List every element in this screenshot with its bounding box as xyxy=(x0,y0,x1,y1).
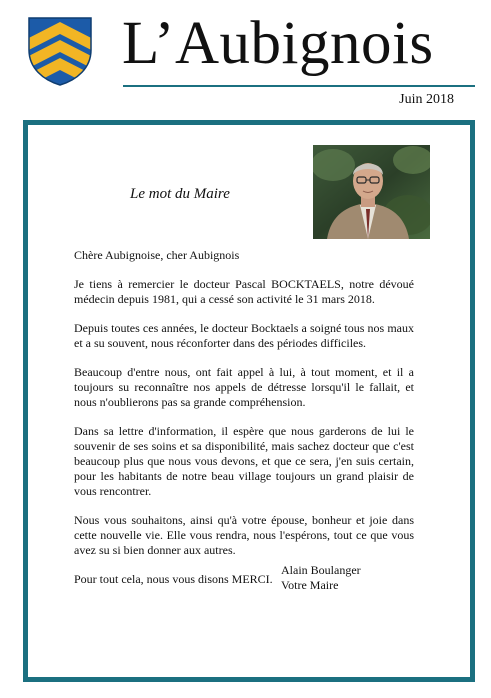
signature-block xyxy=(281,563,361,593)
article-paragraph: Nous vous souhaitons, ainsi qu'à votre épouse, bonheur et joie dans cette nouvelle vie. Elle vous rendra, nous l'espérons, tout ce que vous avez su si bien donner aux autres. xyxy=(74,513,414,557)
article-closing: Pour tout cela, nous vous disons MERCI. xyxy=(74,572,273,586)
title-underline xyxy=(123,85,475,87)
article-paragraph: Je tiens à remercier le docteur Pascal BOCKTAELS, notre dévoué médecin depuis 1981, qui a cessé son activité le 31 mars 2018. xyxy=(74,277,414,306)
signature-name: Alain Boulanger xyxy=(281,563,361,577)
coat-of-arms-icon xyxy=(27,16,93,86)
issue-date: Juin 2018 xyxy=(399,92,454,107)
mayor-portrait xyxy=(313,145,430,239)
article-paragraph: Beaucoup d'entre nous, ont fait appel à lui, à tout moment, et il a toujours su reconnaître nos appels de détresse lorsqu'il le fallait, et nous n'oublierons pas sa grande compréhension. xyxy=(74,365,414,409)
newsletter-title: L’Aubignois xyxy=(122,10,434,77)
article-body xyxy=(74,248,414,601)
signature-role: Votre Maire xyxy=(281,578,339,592)
article-heading: Le mot du Maire xyxy=(130,186,230,202)
salutation: Chère Aubignoise, cher Aubignois xyxy=(74,248,240,262)
article-paragraph: Depuis toutes ces années, le docteur Bocktaels a soigné tous nos maux et a su souvent, nous réconforter dans des périodes difficiles. xyxy=(74,321,414,350)
article-paragraph: Dans sa lettre d'information, il espère que nous garderons de lui le souvenir de ses soins et sa disponibilité, mais sachez docteur que c'est beaucoup plus que nous vous devons, et que ce sera, j'en suis certain, pour les habitants de notre beau village toujours un grand plaisir de vous rencontrer. xyxy=(74,424,414,498)
